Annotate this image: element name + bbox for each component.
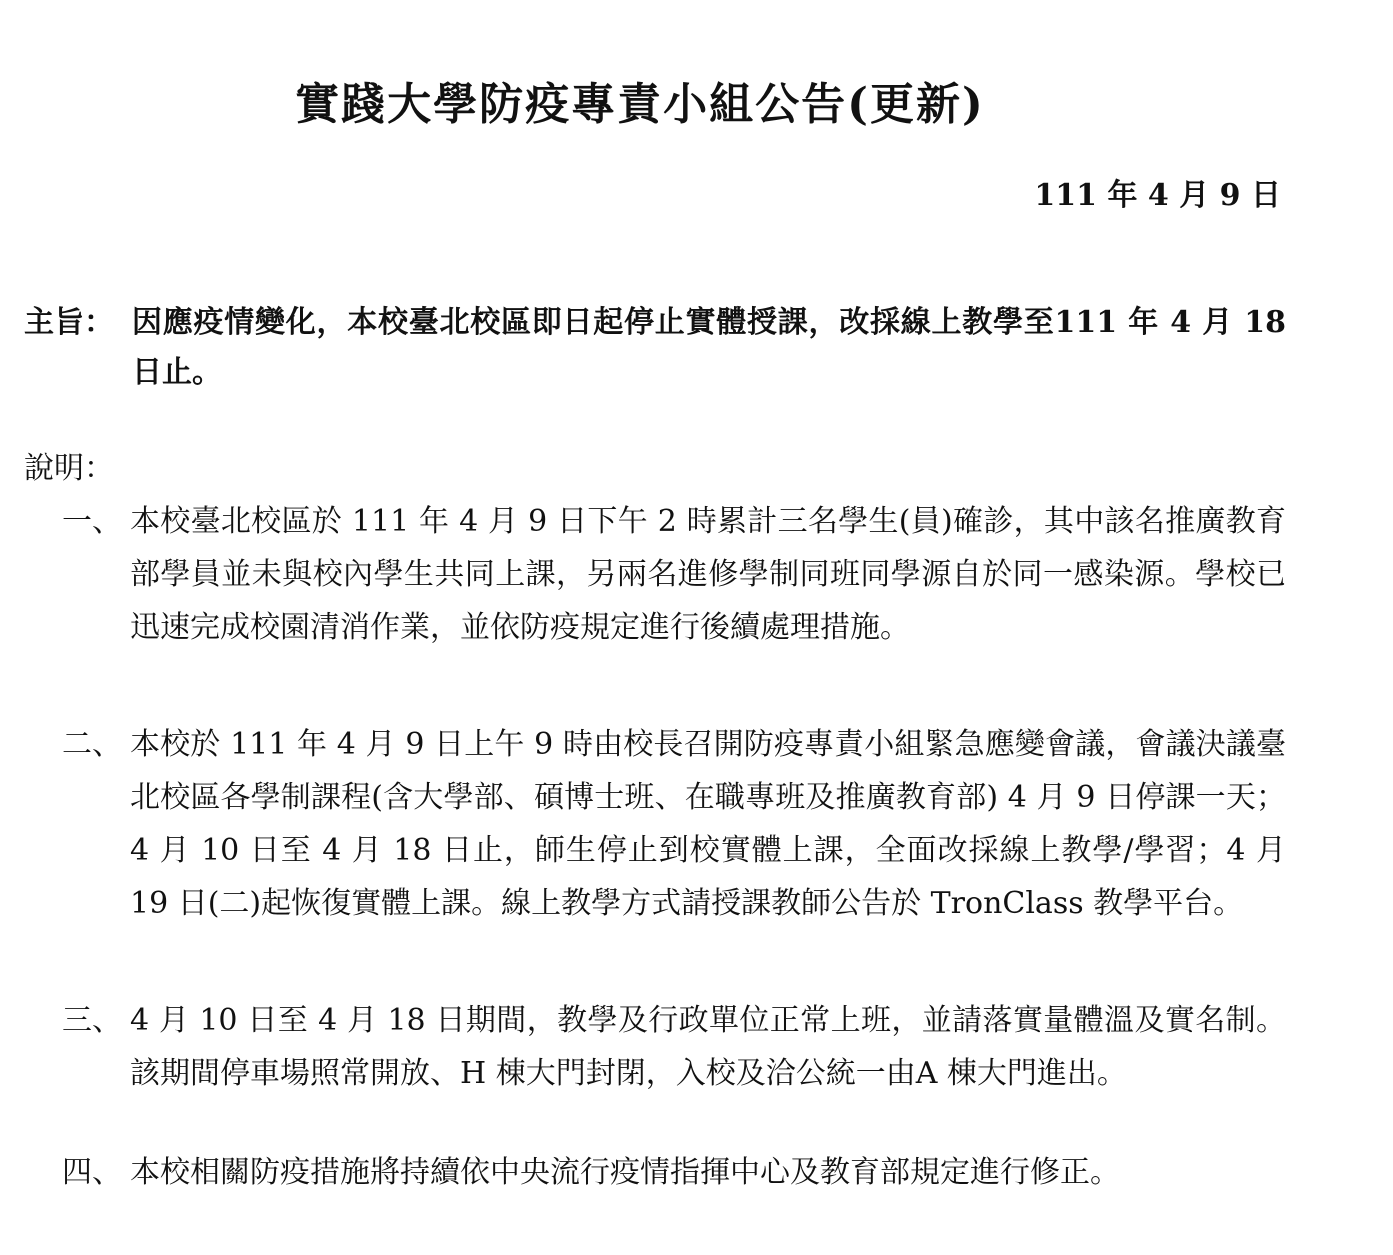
subject-text: 因應疫情變化，本校臺北校區即日起停止實體授課，改採線上教學至111 年 4 月 18 日止。 [132, 305, 1286, 390]
explanation-item [62, 718, 1286, 930]
explanation-item [62, 495, 1286, 654]
explanation-item [62, 1146, 1286, 1199]
subject-label: 主旨： [24, 305, 114, 340]
item-number: 一、 [62, 504, 122, 539]
item-text: 本校臺北校區於 111 年 4 月 9 日下午 2 時累計三名學生(員)確診，其中該名推廣教育部學員並未與校內學生共同上課，另兩名進修學制同班同學源自於同一感染源。學校已迅速完成校園清消作業，並依防疫規定進行後續處理措施。 [130, 504, 1286, 645]
item-text: 本校於 111 年 4 月 9 日上午 9 時由校長召開防疫專責小組緊急應變會議，會議決議臺北校區各學制課程(含大學部、碩博士班、在職專班及推廣教育部) 4 月 9 日停課一天；4 月 10 日至 4 月 18 日止，師生停止到校實體上課，全面改採線上教學/學習；4 月 19 日(二)起恢復實體上課。線上教學方式請授課教師公告於 TronClass 教學平台。 [130, 727, 1286, 921]
document-date: 111 年 4 月 9 日 [1034, 178, 1281, 213]
item-text: 本校相關防疫措施將持續依中央流行疫情指揮中心及教育部規定進行修正。 [130, 1155, 1120, 1190]
item-number: 三、 [62, 1003, 122, 1038]
item-text: 4 月 10 日至 4 月 18 日期間，教學及行政單位正常上班，並請落實量體溫及實名制。該期間停車場照常開放、H 棟大門封閉，入校及洽公統一由A 棟大門進出。 [130, 1003, 1286, 1091]
explanation-label: 說明： [24, 451, 114, 486]
item-number: 四、 [62, 1155, 122, 1190]
item-number: 二、 [62, 727, 122, 762]
document-title: 實踐大學防疫專責小組公告(更新) [295, 79, 985, 130]
subject-section [24, 298, 1286, 398]
explanation-item [62, 994, 1286, 1100]
